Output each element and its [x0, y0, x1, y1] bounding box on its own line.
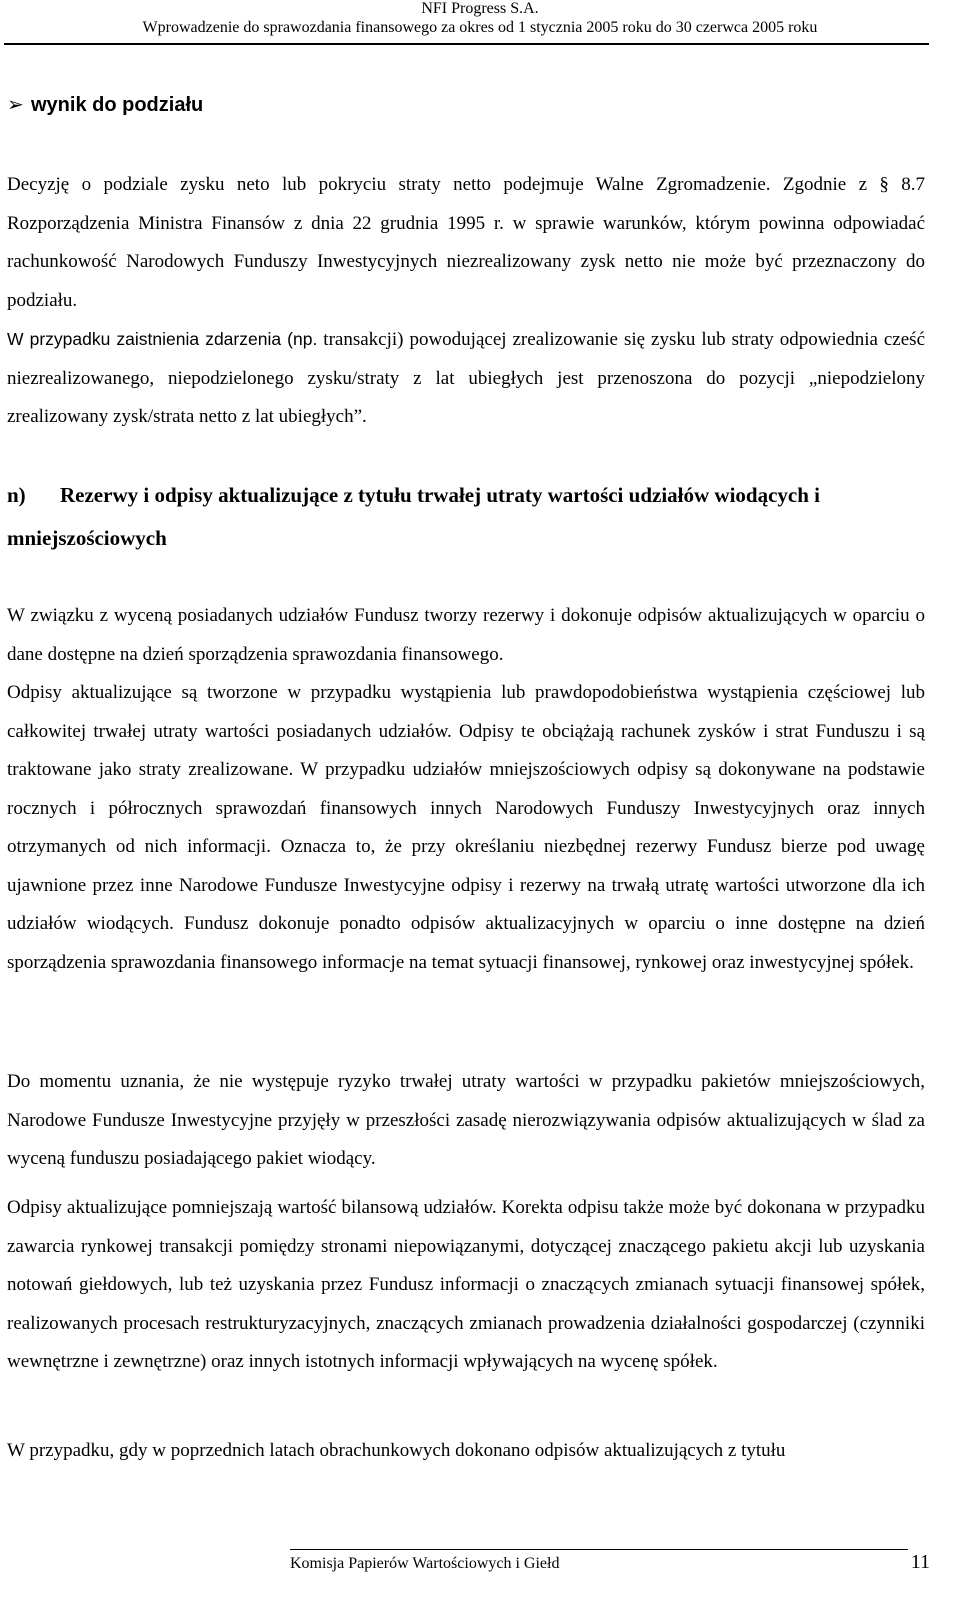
- footer-divider: [290, 1549, 908, 1550]
- footer-text: Komisja Papierów Wartościowych i Giełd: [290, 1555, 560, 1572]
- section-number: n): [7, 483, 26, 507]
- company-name: NFI Progress S.A.: [421, 0, 539, 17]
- page-header: [0, 0, 960, 39]
- page-number: 11: [910, 1551, 930, 1573]
- paragraph-2-body: transakcji) powodującej zrealizowanie się zysku lub straty odpowiednia cześć niezrealizowanego, niepodzielonego zysku/straty z lat ubiegłych jest przenoszona do pozycji „niepodzielony zrealizowany zysk/strata netto z lat ubiegłych”.: [7, 329, 925, 427]
- paragraph-3: W związku z wyceną posiadanych udziałów Fundusz tworzy rezerwy i dokonuje odpisów aktualizujących w oparciu o dane dostępne na dzień sporządzenia sprawozdania finansowego.: [7, 605, 925, 665]
- paragraph-2-lead: W przypadku zaistnienia zdarzenia (np.: [7, 329, 318, 349]
- section-heading: [7, 474, 925, 560]
- paragraph-5: Do momentu uznania, że nie występuje ryzyko trwałej utraty wartości w przypadku pakietów mniejszościowych, Narodowe Fundusze Inwestycyjne przyjęły w przeszłości zasadę nierozwiązywania odpisów aktualizujących w ślad za wyceną funduszu posiadającego pakiet wiodący.: [7, 1071, 925, 1169]
- header-subtitle: Wprowadzenie do sprawozdania finansowego za okres od 1 stycznia 2005 roku do 30 czerwca 2005 roku: [142, 19, 818, 36]
- paragraph-2: [7, 320, 925, 437]
- paragraph-1: Decyzję o podziale zysku neto lub pokryciu straty netto podejmuje Walne Zgromadzenie. Zgodnie z § 8.7 Rozporządzenia Ministra Finansów z dnia 22 grudnia 1995 r. w sprawie warunków, którym powinna odpowiadać rachunkowość Narodowych Funduszy Inwestycyjnych niezrealizowany zysk netto nie może być przeznaczony do podziału.: [7, 174, 925, 311]
- header-divider: [4, 43, 929, 45]
- arrow-bullet-icon: ➢: [7, 94, 24, 116]
- section-title: Rezerwy i odpisy aktualizujące z tytułu trwałej utraty wartości udziałów wiodących i mniejszościowych: [7, 483, 820, 550]
- bullet-heading: [7, 92, 203, 117]
- paragraph-7: W przypadku, gdy w poprzednich latach obrachunkowych dokonano odpisów aktualizujących z tytułu: [7, 1440, 786, 1461]
- paragraph-4: Odpisy aktualizujące są tworzone w przypadku wystąpienia lub prawdopodobieństwa wystąpienia częściowej lub całkowitej trwałej utraty wartości posiadanych udziałów. Odpisy te obciążają rachunek zysków i strat Funduszu i są traktowane jako straty zrealizowane. W przypadku udziałów mniejszościowych odpisy są dokonywane na podstawie rocznych i półrocznych sprawozdań finansowych innych Narodowych Funduszy Inwestycyjnych oraz innych otrzymanych od nich informacji. Oznacza to, że przy określaniu niezbędnej rezerwy Fundusz bierze pod uwagę ujawnione przez inne Narodowe Fundusze Inwestycyjne odpisy i rezerwy na trwałą utratę wartości utworzone dla ich udziałów wiodących. Fundusz dokonuje ponadto odpisów aktualizacyjnych w oparciu o inne dostępne na dzień sporządzenia sprawozdania finansowego informacje na temat sytuacji finansowej, rynkowej oraz inwestycyjnej spółek.: [7, 682, 925, 973]
- paragraph-6: Odpisy aktualizujące pomniejszają wartość bilansową udziałów. Korekta odpisu także może być dokonana w przypadku zawarcia rynkowej transakcji pomiędzy stronami niepowiązanymi, dotyczącej znaczącego pakietu akcji lub uzyskania notowań giełdowych, lub też uzyskania przez Fundusz informacji o znaczących zmianach sytuacji finansowej spółek, realizowanych procesach restrukturyzacyjnych, znaczących zmianach prowadzenia działalności gospodarczej (czynniki wewnętrzne i zewnętrzne) oraz innych istotnych informacji wpływających na wycenę spółek.: [7, 1197, 925, 1372]
- bullet-heading-text: wynik do podziału: [31, 94, 204, 116]
- page-footer: [290, 1552, 930, 1576]
